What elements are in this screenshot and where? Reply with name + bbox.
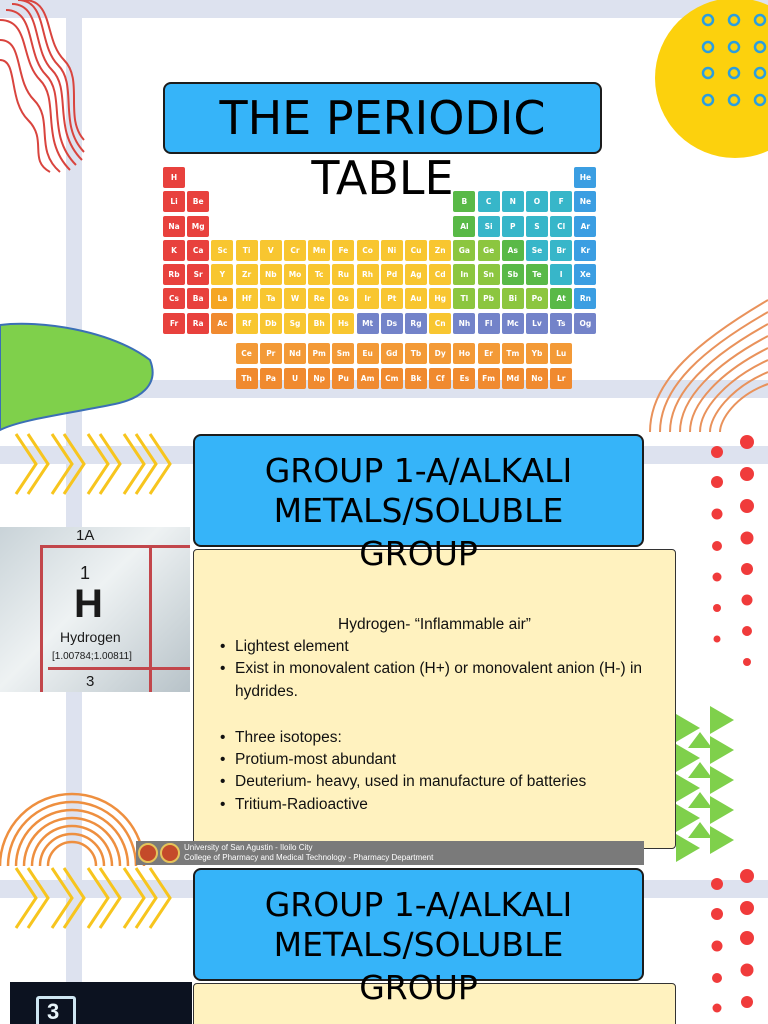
element-si: Si (478, 216, 500, 237)
orange-arc-lines-decor (650, 300, 768, 432)
university-seal-icon (138, 843, 158, 863)
yellow-chevrons-decor (16, 868, 170, 928)
element-ru: Ru (332, 264, 354, 285)
orange-rainbow-arcs-decor (0, 794, 144, 866)
element-ts: Ts (550, 313, 572, 334)
element-np: Np (308, 368, 330, 389)
footer-university: University of San Agustin - Iloilo City (184, 843, 313, 852)
element-na: Na (163, 216, 185, 237)
element-cl: Cl (550, 216, 572, 237)
group-title-line-1: GROUP 1-A/ALKALI (264, 885, 573, 924)
element-tm: Tm (502, 343, 524, 364)
photo-element-name: Hydrogen (60, 629, 121, 645)
element-ta: Ta (260, 288, 282, 309)
element-lr: Lr (550, 368, 572, 389)
element-pb: Pb (478, 288, 500, 309)
element-ra: Ra (187, 313, 209, 334)
element-cd: Cd (429, 264, 451, 285)
element-fl: Fl (478, 313, 500, 334)
element-rn: Rn (574, 288, 596, 309)
element-re: Re (308, 288, 330, 309)
element-te: Te (526, 264, 548, 285)
element-be: Be (187, 191, 209, 212)
element-ir: Ir (357, 288, 379, 309)
element-ti: Ti (236, 240, 258, 261)
element-mn: Mn (308, 240, 330, 261)
slide-group-1a (0, 432, 768, 866)
list-item: • Protium-most abundant (220, 749, 675, 771)
element-er: Er (478, 343, 500, 364)
element-ba: Ba (187, 288, 209, 309)
element-fm: Fm (478, 368, 500, 389)
element-ni: Ni (381, 240, 403, 261)
list-item: • Three isotopes: (220, 727, 675, 749)
element-bi: Bi (502, 288, 524, 309)
element-cr: Cr (284, 240, 306, 261)
element-rg: Rg (405, 313, 427, 334)
element-gd: Gd (381, 343, 403, 364)
group-title-line-1: GROUP 1-A/ALKALI (264, 451, 573, 490)
element-og: Og (574, 313, 596, 334)
element-au: Au (405, 288, 427, 309)
element-co: Co (357, 240, 379, 261)
element-pt: Pt (381, 288, 403, 309)
element-s: S (526, 216, 548, 237)
photo-next-number: 3 (86, 673, 95, 690)
group-title-line-3: GROUP (359, 968, 478, 1007)
element-i: I (550, 264, 572, 285)
element-k: K (163, 240, 185, 261)
element-os: Os (332, 288, 354, 309)
list-item: • Tritium-Radioactive (220, 794, 675, 816)
element-ne: Ne (574, 191, 596, 212)
green-blob-decor (0, 324, 153, 430)
list-item: • Exist in monovalent cation (H+) or monovalent anion (H-) in hydrides. (220, 658, 675, 703)
element-br: Br (550, 240, 572, 261)
element-li: Li (163, 191, 185, 212)
element-v: V (260, 240, 282, 261)
element-cs: Cs (163, 288, 185, 309)
element-lv: Lv (526, 313, 548, 334)
element-mt: Mt (357, 313, 379, 334)
college-seal-icon (160, 843, 180, 863)
element-ag: Ag (405, 264, 427, 285)
red-dots-decor (711, 869, 754, 1013)
element-cn: Cn (429, 313, 451, 334)
element-as: As (502, 240, 524, 261)
element-hs: Hs (332, 313, 354, 334)
list-item: • Lightest element (220, 636, 675, 658)
element-no: No (526, 368, 548, 389)
element-nd: Nd (284, 343, 306, 364)
page-title-line-2: TABLE (311, 151, 454, 205)
element-pr: Pr (260, 343, 282, 364)
element-cu: Cu (405, 240, 427, 261)
element-h: H (163, 167, 185, 188)
element-hg: Hg (429, 288, 451, 309)
red-dots-decor (711, 435, 754, 666)
element-ce: Ce (236, 343, 258, 364)
group-title-line-2: METALS/SOLUBLE (273, 491, 564, 530)
element-al: Al (453, 216, 475, 237)
photo-element-number: 3 (36, 996, 76, 1024)
element-zr: Zr (236, 264, 258, 285)
green-triangles-decor (676, 706, 734, 862)
hydrogen-info-box (193, 549, 676, 849)
element-pd: Pd (381, 264, 403, 285)
element-zn: Zn (429, 240, 451, 261)
element-b: B (453, 191, 475, 212)
element-fr: Fr (163, 313, 185, 334)
element-kr: Kr (574, 240, 596, 261)
element-pm: Pm (308, 343, 330, 364)
element-at: At (550, 288, 572, 309)
page-title-line-1: THE PERIODIC (219, 91, 546, 145)
element-ga: Ga (453, 240, 475, 261)
element-bh: Bh (308, 313, 330, 334)
element-lu: Lu (550, 343, 572, 364)
element-pa: Pa (260, 368, 282, 389)
element-fe: Fe (332, 240, 354, 261)
photo-atomic-number: 1 (80, 563, 91, 583)
element-po: Po (526, 288, 548, 309)
hydrogen-isotopes-list (220, 727, 675, 816)
red-wave-lines-decor (0, 0, 84, 172)
slide-periodic-table (0, 0, 768, 432)
element-sg: Sg (284, 313, 306, 334)
element-sr: Sr (187, 264, 209, 285)
element-sb: Sb (502, 264, 524, 285)
group-title-line-3: GROUP (359, 534, 478, 573)
element-ds: Ds (381, 313, 403, 334)
element-ge: Ge (478, 240, 500, 261)
element-he: He (574, 167, 596, 188)
element-pu: Pu (332, 368, 354, 389)
hydrogen-properties-list (220, 636, 675, 703)
slide-group-1a-continued (0, 866, 768, 1024)
element-ho: Ho (453, 343, 475, 364)
hydrogen-intro: Hydrogen- “Inflammable air” (338, 616, 531, 633)
element-sn: Sn (478, 264, 500, 285)
university-footer (136, 841, 644, 865)
element-mg: Mg (187, 216, 209, 237)
element-dy: Dy (429, 343, 451, 364)
element-n: N (502, 191, 524, 212)
element-sc: Sc (211, 240, 233, 261)
element-photo-dark (10, 982, 192, 1024)
element-in: In (453, 264, 475, 285)
element-ca: Ca (187, 240, 209, 261)
element-mo: Mo (284, 264, 306, 285)
element-la: La (211, 288, 233, 309)
element-th: Th (236, 368, 258, 389)
element-md: Md (502, 368, 524, 389)
element-cf: Cf (429, 368, 451, 389)
element-ar: Ar (574, 216, 596, 237)
element-am: Am (357, 368, 379, 389)
element-ac: Ac (211, 313, 233, 334)
element-y: Y (211, 264, 233, 285)
element-cm: Cm (381, 368, 403, 389)
footer-department: College of Pharmacy and Medical Technology - Pharmacy Department (184, 853, 434, 862)
element-db: Db (260, 313, 282, 334)
element-eu: Eu (357, 343, 379, 364)
photo-element-symbol: H (74, 582, 103, 626)
element-rf: Rf (236, 313, 258, 334)
hydrogen-element-photo (0, 527, 190, 692)
element-se: Se (526, 240, 548, 261)
yellow-chevrons-decor (16, 434, 170, 494)
element-bk: Bk (405, 368, 427, 389)
element-es: Es (453, 368, 475, 389)
element-nb: Nb (260, 264, 282, 285)
element-rb: Rb (163, 264, 185, 285)
element-w: W (284, 288, 306, 309)
element-p: P (502, 216, 524, 237)
element-f: F (550, 191, 572, 212)
element-o: O (526, 191, 548, 212)
element-rh: Rh (357, 264, 379, 285)
element-hf: Hf (236, 288, 258, 309)
element-sm: Sm (332, 343, 354, 364)
element-c: C (478, 191, 500, 212)
photo-group-label: 1A (76, 527, 95, 544)
element-tb: Tb (405, 343, 427, 364)
element-tc: Tc (308, 264, 330, 285)
list-item: • Deuterium- heavy, used in manufacture of batteries (220, 771, 675, 793)
element-xe: Xe (574, 264, 596, 285)
element-mc: Mc (502, 313, 524, 334)
element-tl: Tl (453, 288, 475, 309)
photo-atomic-mass: [1.00784;1.00811] (52, 651, 132, 662)
group-title-line-2: METALS/SOLUBLE (273, 925, 564, 964)
element-yb: Yb (526, 343, 548, 364)
element-nh: Nh (453, 313, 475, 334)
element-u: U (284, 368, 306, 389)
